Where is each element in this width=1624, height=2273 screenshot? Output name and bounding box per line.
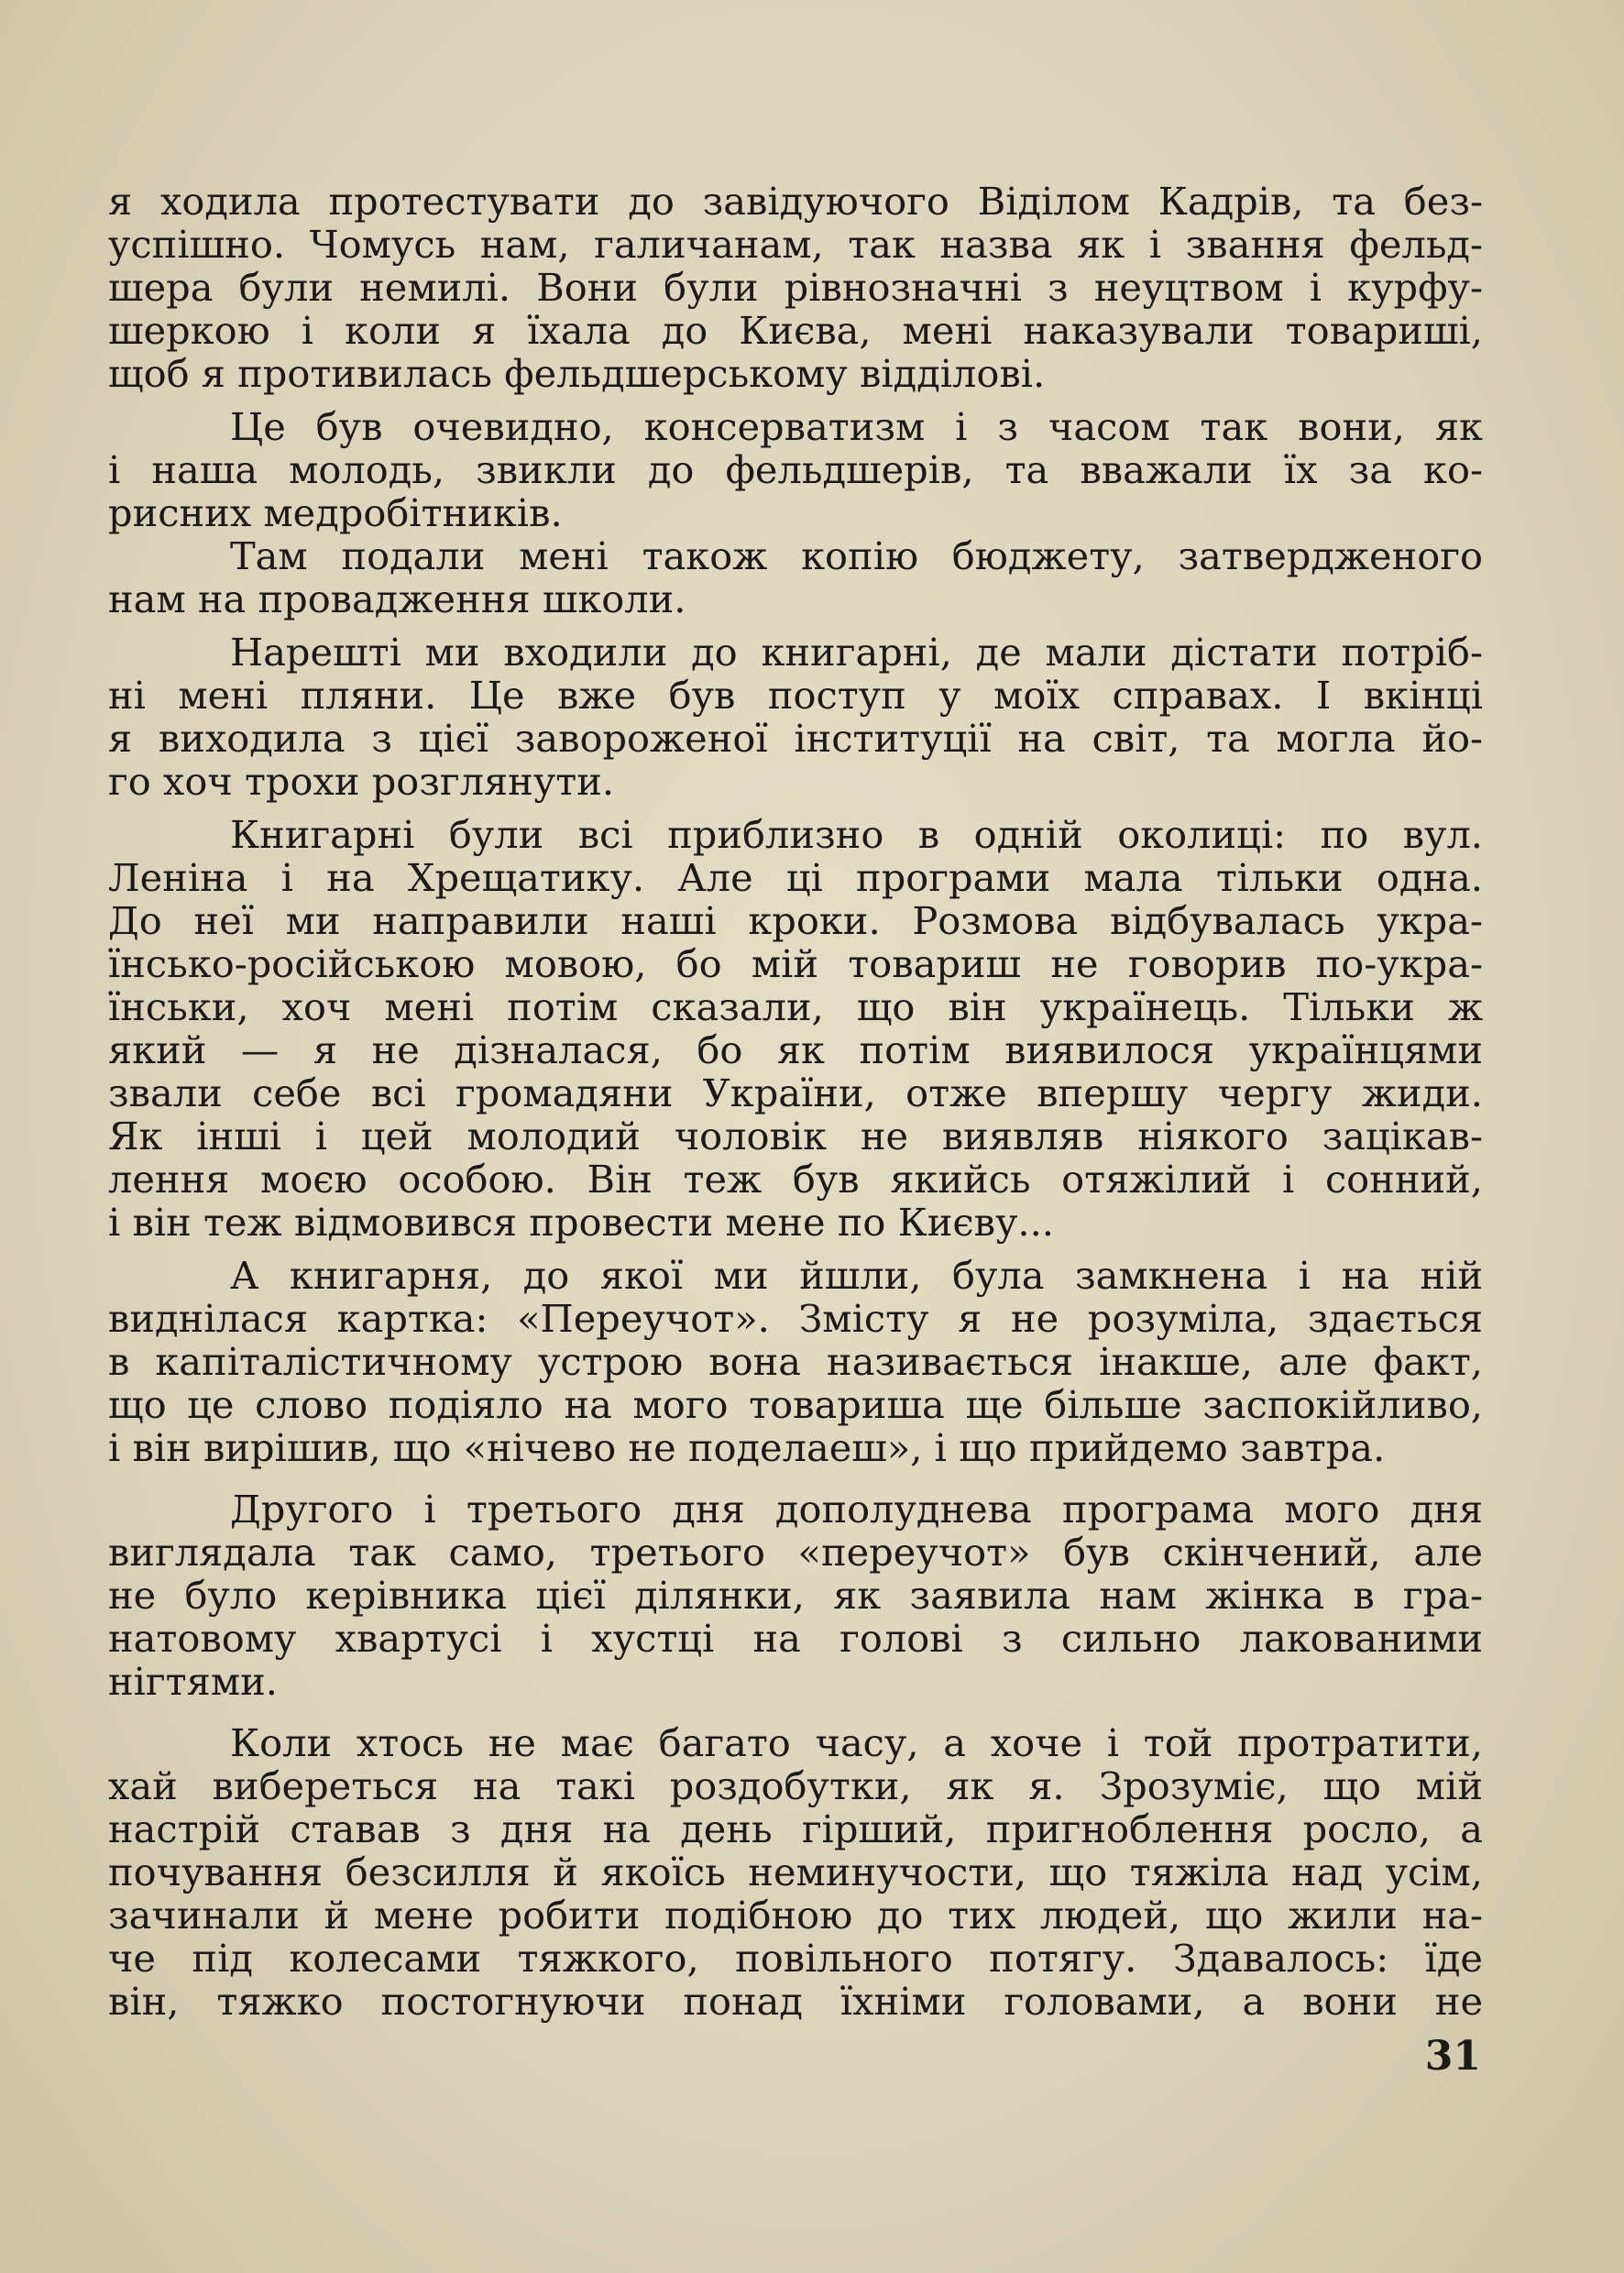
text-line: і наша молодь, звикли до фельдшерів, та вважали їх за ко- xyxy=(108,447,1483,492)
page-body-text xyxy=(108,180,1483,2023)
text-line: я ходила протестувати до завідуючого Віділом Кадрів, та без- xyxy=(108,179,1483,224)
text-line: почування безсилля й якоїсь неминучости, що тяжіла над усім, xyxy=(108,1850,1483,1894)
text-line: Як інші і цей молодий чоловік не виявляв ніякого зацікав- xyxy=(108,1114,1483,1158)
text-line: я виходила з цієї завороженої інституції на світ, та могла йо- xyxy=(108,716,1483,761)
paragraph-first-line: Там подали мені також копію бюджету, затвердженого xyxy=(230,533,1483,578)
paragraph-first-line: Книгарні були всі приблизно в одній околиці: по вул. xyxy=(230,812,1483,857)
text-line: їнсько-російською мовою, бо мій товариш не говорив по-укра- xyxy=(108,941,1483,986)
text-line: успішно. Чомусь нам, галичанам, так назва як і звання фельд- xyxy=(108,222,1483,267)
text-line: ні мені пляни. Це вже був поступ у моїх справах. І вкінці xyxy=(108,673,1483,718)
text-line: нам на провадження школи. xyxy=(108,576,686,621)
text-line: До неї ми направили наші кроки. Розмова відбувалась укра- xyxy=(108,898,1483,943)
text-line: їнськи, хоч мені потім сказали, що він українець. Тільки ж xyxy=(108,984,1483,1029)
text-line: в капіталістичному устрою вона називається інакше, але факт, xyxy=(108,1339,1483,1384)
text-line: і він вирішив, що «нічево не поделаеш», і що прийдемо завтра. xyxy=(108,1425,1386,1470)
text-line: щоб я противилась фельдшерському відділові. xyxy=(108,351,1046,396)
page-number: 31 xyxy=(1424,2033,1481,2080)
text-line: зачинали й мене робити подібною до тих людей, що жили на- xyxy=(108,1893,1483,1938)
text-line: що це слово подіяло на мого товариша ще більше заспокійливо, xyxy=(108,1382,1483,1427)
text-line: який — я не дізналася, бо як потім виявилося українцями xyxy=(108,1027,1483,1072)
text-line: лення моєю особою. Він теж був якийсь отяжілий і сонний, xyxy=(108,1157,1483,1202)
text-line: настрій ставав з дня на день гірший, пригноблення росло, а xyxy=(108,1806,1483,1851)
text-line: натовому хвартусі і хустці на голові з сильно лакованими xyxy=(108,1616,1483,1661)
text-line: він, тяжко постогнуючи понад їхніми головами, а вони не xyxy=(108,1979,1483,2024)
text-line: звали себе всі громадяни України, отже впершу чергу жиди. xyxy=(108,1071,1483,1115)
text-line: виднілася картка: «Переучот». Змісту я не розуміла, здається xyxy=(108,1296,1483,1341)
paragraph-first-line: А книгарня, до якої ми йшли, була замкнена і на ній xyxy=(230,1253,1483,1298)
text-line: рисних медробітників. xyxy=(108,490,563,535)
text-line: го хоч трохи розглянути. xyxy=(108,759,615,804)
paragraph-first-line: Коли хтось не має багато часу, а хоче і той протратити, xyxy=(230,1720,1483,1765)
text-line: хай вибереться на такі роздобутки, як я. Зрозуміє, що мій xyxy=(108,1763,1483,1808)
paragraph-first-line: Це був очевидно, консерватизм і з часом так вони, як xyxy=(230,404,1483,449)
text-line: шеркою і коли я їхала до Києва, мені наказували товариші, xyxy=(108,308,1483,353)
text-line: нігтями. xyxy=(108,1659,278,1704)
text-line: че під колесами тяжкого, повільного потягу. Здавалось: їде xyxy=(108,1936,1483,1981)
text-line: Леніна і на Хрещатику. Але ці програми мала тільки одна. xyxy=(108,855,1483,900)
text-line: і він теж відмовився провести мене по Києву... xyxy=(108,1200,1054,1245)
paragraph-first-line: Нарешті ми входили до книгарні, де мали дістати потріб- xyxy=(230,630,1483,675)
text-line: не було керівника цієї ділянки, як заявила нам жінка в гра- xyxy=(108,1573,1483,1618)
text-line: виглядала так само, третього «переучот» був скінчений, але xyxy=(108,1530,1483,1575)
paragraph-first-line: Другого і третього дня дополуднева програма мого дня xyxy=(230,1487,1483,1532)
text-line: шера були немилі. Вони були рівнозначні з неуцтвом і курфу- xyxy=(108,265,1483,310)
